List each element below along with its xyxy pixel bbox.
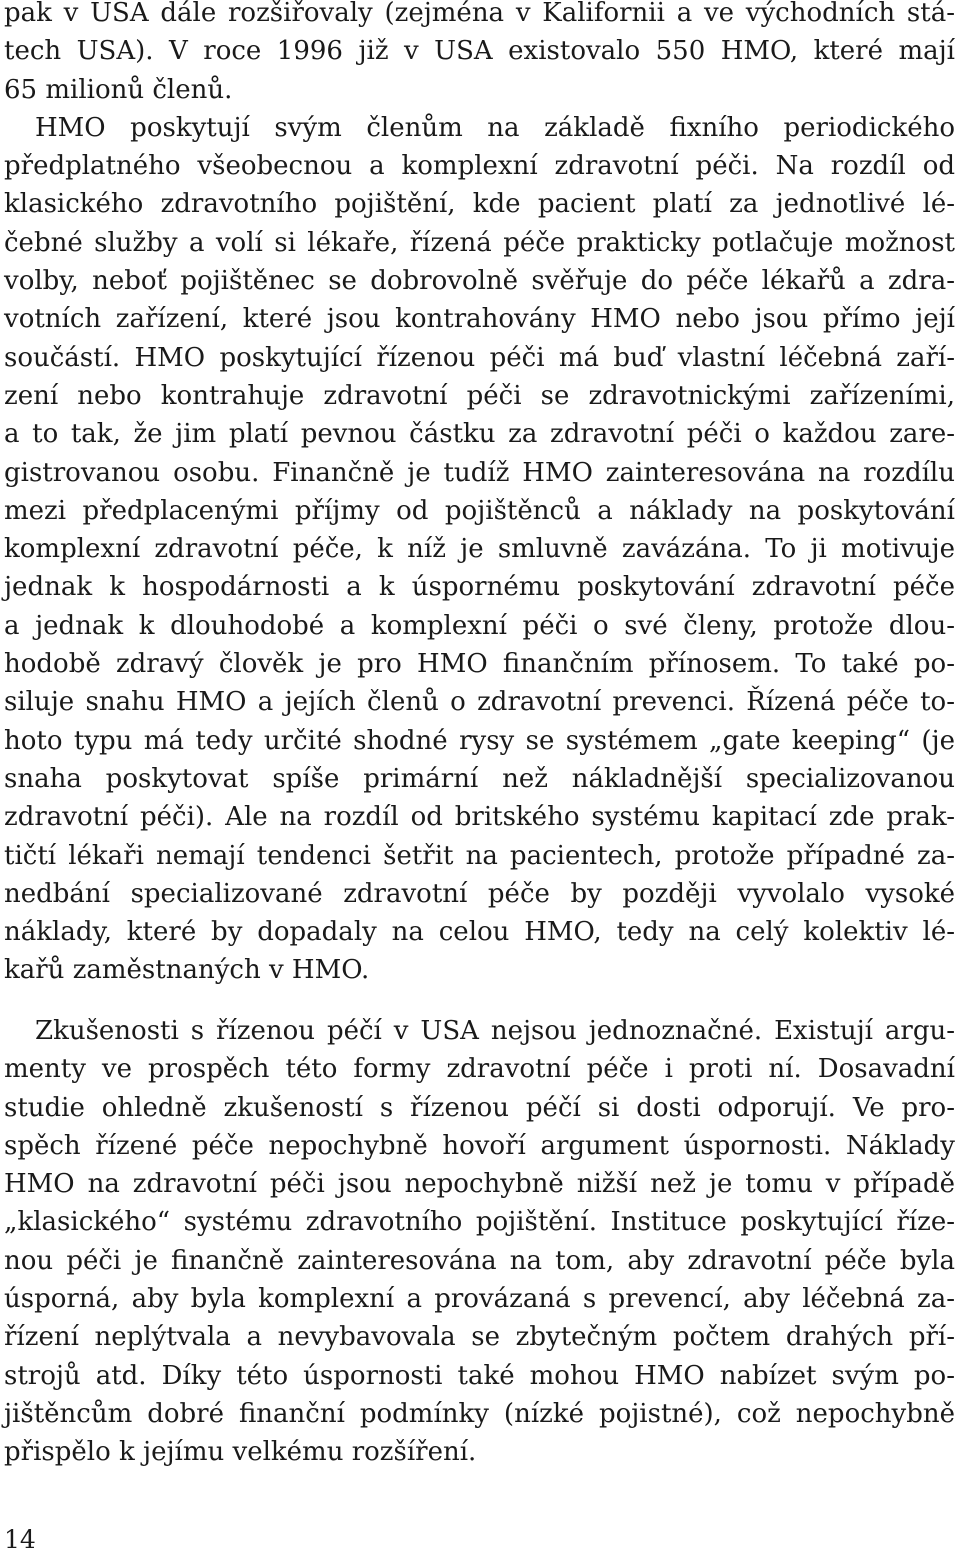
text-line: volby, neboť pojištěnec se dobrovolně svěřuje do péče lékařů a zdra- xyxy=(4,266,955,297)
text-line: úsporná, aby byla komplexní a provázaná s prevencí, aby léčebná za- xyxy=(4,1284,955,1315)
text-line: hoto typu má tedy určité shodné rysy se systémem „gate keeping“ (je xyxy=(4,725,955,756)
text-line: tech USA). V roce 1996 již v USA existovalo 550 HMO, které mají xyxy=(4,36,955,67)
text-line: HMO poskytují svým členům na základě fixního periodického xyxy=(35,112,955,143)
text-line: předplatného všeobecnou a komplexní zdravotní péči. Na rozdíl od xyxy=(4,151,955,182)
text-line: kařů zaměstnaných v HMO. xyxy=(4,955,370,986)
text-line: a to tak, že jim platí pevnou částku za zdravotní péči o každou zare- xyxy=(4,419,955,450)
text-line: HMO na zdravotní péči jsou nepochybně nižší než je tomu v případě xyxy=(4,1169,955,1200)
text-line: čebné služby a volí si lékaře, řízená péče prakticky potlačuje možnost xyxy=(4,227,955,258)
text-line: tičtí lékaři nemají tendenci šetřit na pacientech, protože případné za- xyxy=(4,840,955,871)
text-line: zení nebo kontrahuje zdravotní péči se zdravotnickými zařízeními, xyxy=(4,380,955,411)
text-line: „klasického“ systému zdravotního pojištění. Instituce poskytující říze- xyxy=(4,1207,955,1238)
text-line: řízení neplýtvala a nevybavovala se zbytečným počtem drahých pří- xyxy=(4,1322,955,1353)
text-line: Zkušenosti s řízenou péčí v USA nejsou jednoznačné. Existují argu- xyxy=(35,1016,955,1046)
text-line: snaha poskytovat spíše primární než nákladnější specializovanou xyxy=(4,763,955,794)
text-line: a jednak k dlouhodobé a komplexní péči o své členy, protože dlou- xyxy=(4,610,955,641)
text-line: zdravotní péči). Ale na rozdíl od britského systému kapitací zde prak- xyxy=(4,802,955,833)
text-line: menty ve prospěch této formy zdravotní péče i proti ní. Dosavadní xyxy=(4,1054,955,1085)
text-line: klasického zdravotního pojištění, kde pacient platí za jednotlivé lé- xyxy=(4,189,955,220)
text-line: votních zařízení, které jsou kontrahovány HMO nebo jsou přímo její xyxy=(4,304,955,335)
text-line: přispělo k jejímu velkému rozšíření. xyxy=(4,1437,477,1468)
text-line: komplexní zdravotní péče, k níž je smluvně zavázána. To ji motivuje xyxy=(4,534,955,565)
page-number: 14 xyxy=(4,1525,36,1554)
text-line: siluje snahu HMO a jejích členů o zdravotní prevenci. Řízená péče to- xyxy=(4,687,955,718)
text-line: nedbání specializované zdravotní péče by později vyvolalo vysoké xyxy=(4,878,955,909)
text-line: jednak k hospodárnosti a k úspornému poskytování zdravotní péče xyxy=(4,572,955,603)
text-line: pak v USA dále rozšiřovaly (zejména v Kalifornii a ve východních stá- xyxy=(4,0,955,28)
text-line: strojů atd. Díky této úspornosti také mohou HMO nabízet svým po- xyxy=(4,1360,955,1391)
text-line: nou péči je finančně zainteresována na tom, aby zdravotní péče byla xyxy=(4,1245,955,1276)
text-line: součástí. HMO poskytující řízenou péči má buď vlastní léčebná zaří- xyxy=(4,342,955,373)
text-line: mezi předplacenými příjmy od pojištěnců a náklady na poskytování xyxy=(4,495,955,526)
text-line: jištěncům dobré finanční podmínky (nízké pojistné), což nepochybně xyxy=(4,1398,955,1429)
text-line: 65 milionů členů. xyxy=(4,74,233,105)
text-line: spěch řízené péče nepochybně hovoří argument úspornosti. Náklady xyxy=(4,1130,955,1161)
text-line: gistrovanou osobu. Finančně je tudíž HMO zainteresována na rozdílu xyxy=(4,457,955,488)
text-column-lower xyxy=(4,1012,955,1472)
text-line: náklady, které by dopadaly na celou HMO, tedy na celý kolektiv lé- xyxy=(4,917,955,948)
text-column-upper xyxy=(4,0,955,990)
text-line: studie ohledně zkušeností s řízenou péčí si dosti odporují. Ve pro- xyxy=(4,1092,955,1123)
text-line: hodobě zdravý člověk je pro HMO finančním přínosem. To také po- xyxy=(4,649,955,680)
